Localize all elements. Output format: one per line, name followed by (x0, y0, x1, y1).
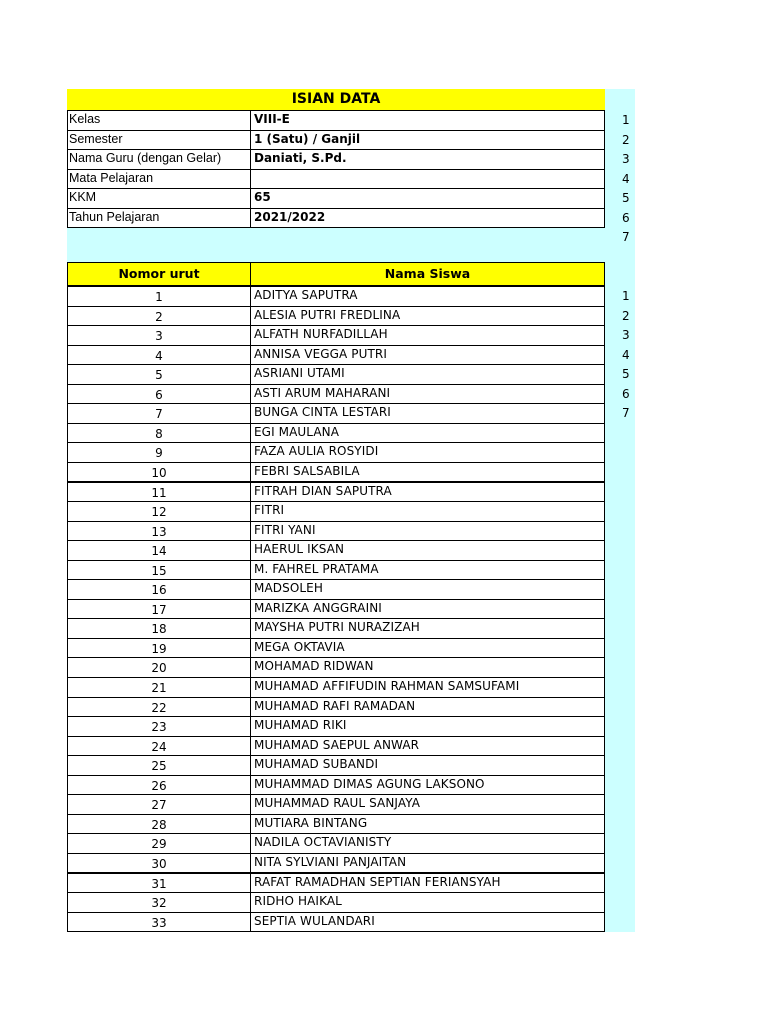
siswa-nomor[interactable]: 15 (67, 560, 251, 581)
siswa-nomor[interactable]: 19 (67, 638, 251, 659)
siswa-nama[interactable]: FITRAH DIAN SAPUTRA (250, 482, 605, 503)
isian-label[interactable]: Semester (67, 130, 251, 151)
siswa-nama[interactable]: SEPTIA WULANDARI (250, 912, 605, 933)
siswa-nomor[interactable]: 32 (67, 892, 251, 913)
siswa-nama[interactable]: ANNISA VEGGA PUTRI (250, 345, 605, 366)
siswa-nama[interactable]: ASTI ARUM MAHARANI (250, 384, 605, 405)
siswa-nama[interactable]: MARIZKA ANGGRAINI (250, 599, 605, 620)
siswa-side-number: 7 (622, 406, 630, 420)
siswa-nama[interactable]: ASRIANI UTAMI (250, 364, 605, 385)
isian-value[interactable]: VIII-E (250, 110, 605, 131)
siswa-nama[interactable]: MUHAMAD SUBANDI (250, 755, 605, 776)
siswa-nomor[interactable]: 8 (67, 423, 251, 444)
siswa-nama[interactable]: NITA SYLVIANI PANJAITAN (250, 853, 605, 874)
isian-data-title: ISIAN DATA (67, 89, 605, 110)
siswa-nomor[interactable]: 21 (67, 677, 251, 698)
siswa-nomor[interactable]: 12 (67, 501, 251, 522)
siswa-nama[interactable]: MUHAMAD RAFI RAMADAN (250, 697, 605, 718)
siswa-nomor[interactable]: 7 (67, 403, 251, 424)
siswa-nama[interactable]: HAERUL IKSAN (250, 540, 605, 561)
siswa-nama[interactable]: MUTIARA BINTANG (250, 814, 605, 835)
siswa-nama[interactable]: RAFAT RAMADHAN SEPTIAN FERIANSYAH (250, 873, 605, 894)
siswa-nama[interactable]: FAZA AULIA ROSYIDI (250, 442, 605, 463)
siswa-nomor[interactable]: 6 (67, 384, 251, 405)
siswa-side-number: 4 (622, 347, 630, 362)
siswa-nomor[interactable]: 33 (67, 912, 251, 933)
siswa-side-number: 6 (622, 386, 630, 401)
siswa-nomor[interactable]: 16 (67, 579, 251, 600)
siswa-nama[interactable]: MUHAMAD AFFIFUDIN RAHMAN SAMSUFAMI (250, 677, 605, 698)
siswa-nomor[interactable]: 18 (67, 618, 251, 639)
isian-label[interactable]: Nama Guru (dengan Gelar) (67, 149, 251, 170)
header-nomor-urut[interactable]: Nomor urut (67, 262, 251, 286)
isian-label[interactable]: Kelas (67, 110, 251, 131)
siswa-nama[interactable]: ADITYA SAPUTRA (250, 286, 605, 307)
isian-side-number: 1 (622, 113, 630, 127)
siswa-nama[interactable]: MUHAMMAD RAUL SANJAYA (250, 794, 605, 815)
siswa-nama[interactable]: MUHAMAD SAEPUL ANWAR (250, 736, 605, 757)
siswa-nomor[interactable]: 13 (67, 521, 251, 542)
isian-side-number: 3 (622, 152, 630, 166)
isian-label[interactable]: Tahun Pelajaran (67, 208, 251, 229)
isian-label[interactable]: Mata Pelajaran (67, 169, 251, 190)
isian-side-number: 5 (622, 191, 630, 205)
siswa-nama[interactable]: NADILA OCTAVIANISTY (250, 833, 605, 854)
siswa-nomor[interactable]: 17 (67, 599, 251, 620)
siswa-nomor[interactable]: 4 (67, 345, 251, 366)
siswa-nama[interactable]: M. FAHREL PRATAMA (250, 560, 605, 581)
siswa-nomor[interactable]: 28 (67, 814, 251, 835)
isian-side-number: 4 (622, 171, 630, 186)
siswa-nama[interactable]: FITRI YANI (250, 521, 605, 542)
siswa-nama[interactable]: MUHAMAD RIKI (250, 716, 605, 737)
isian-value[interactable]: 2021/2022 (250, 208, 605, 229)
isian-value[interactable]: 65 (250, 188, 605, 209)
siswa-nomor[interactable]: 3 (67, 325, 251, 346)
siswa-side-number: 1 (622, 289, 630, 303)
siswa-nama[interactable]: MEGA OKTAVIA (250, 638, 605, 659)
siswa-side-number: 2 (622, 308, 630, 323)
siswa-nomor[interactable]: 29 (67, 833, 251, 854)
siswa-nomor[interactable]: 14 (67, 540, 251, 561)
siswa-nomor[interactable]: 11 (67, 482, 251, 503)
siswa-nama[interactable]: ALESIA PUTRI FREDLINA (250, 306, 605, 327)
siswa-nama[interactable]: ALFATH NURFADILLAH (250, 325, 605, 346)
siswa-nama[interactable]: FEBRI SALSABILA (250, 462, 605, 483)
isian-side-number: 6 (622, 210, 630, 225)
siswa-nomor[interactable]: 20 (67, 657, 251, 678)
siswa-nomor[interactable]: 27 (67, 794, 251, 815)
siswa-nomor[interactable]: 9 (67, 442, 251, 463)
siswa-nomor[interactable]: 31 (67, 873, 251, 894)
siswa-nama[interactable]: EGI MAULANA (250, 423, 605, 444)
siswa-nomor[interactable]: 26 (67, 775, 251, 796)
siswa-nomor[interactable]: 10 (67, 462, 251, 483)
header-nama-siswa[interactable]: Nama Siswa (250, 262, 605, 286)
siswa-nomor[interactable]: 5 (67, 364, 251, 385)
siswa-nomor[interactable]: 25 (67, 755, 251, 776)
isian-side-number: 2 (622, 132, 630, 147)
siswa-nama[interactable]: MAYSHA PUTRI NURAZIZAH (250, 618, 605, 639)
siswa-side-number: 3 (622, 328, 630, 342)
siswa-nama[interactable]: RIDHO HAIKAL (250, 892, 605, 913)
isian-label[interactable]: KKM (67, 188, 251, 209)
siswa-nomor[interactable]: 30 (67, 853, 251, 874)
siswa-nama[interactable]: MADSOLEH (250, 579, 605, 600)
siswa-nama[interactable]: MOHAMAD RIDWAN (250, 657, 605, 678)
siswa-nama[interactable]: FITRI (250, 501, 605, 522)
siswa-nomor[interactable]: 1 (67, 286, 251, 307)
siswa-side-number: 5 (622, 367, 630, 381)
siswa-nomor[interactable]: 22 (67, 697, 251, 718)
siswa-nama[interactable]: MUHAMMAD DIMAS AGUNG LAKSONO (250, 775, 605, 796)
siswa-nomor[interactable]: 2 (67, 306, 251, 327)
isian-value[interactable] (250, 169, 605, 190)
siswa-nomor[interactable]: 24 (67, 736, 251, 757)
siswa-nomor[interactable]: 23 (67, 716, 251, 737)
siswa-nama[interactable]: BUNGA CINTA LESTARI (250, 403, 605, 424)
isian-value[interactable]: 1 (Satu) / Ganjil (250, 130, 605, 151)
isian-value[interactable]: Daniati, S.Pd. (250, 149, 605, 170)
isian-side-number: 7 (622, 230, 630, 244)
